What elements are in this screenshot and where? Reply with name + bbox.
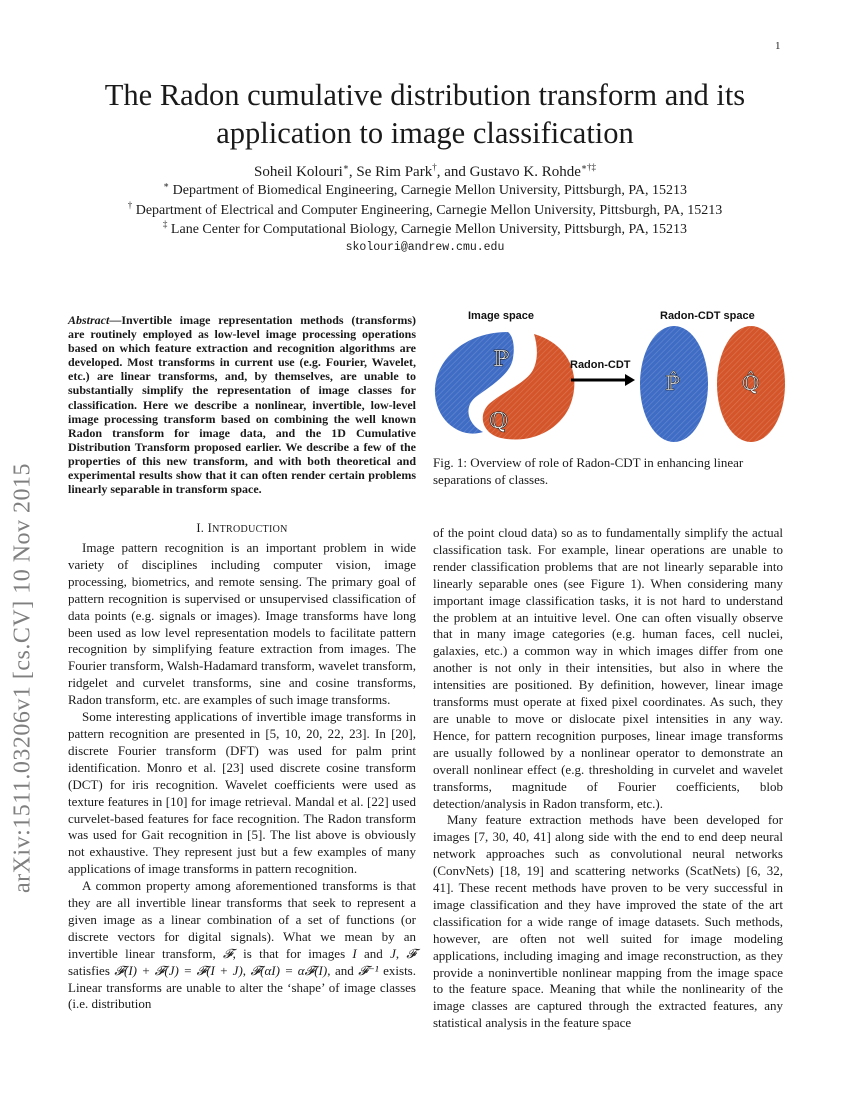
- title-line-2: application to image classification: [216, 116, 634, 150]
- math-symbol: 𝓕: [223, 945, 233, 961]
- abstract-text: —Invertible image representation methods (transforms) are routinely employed as low-level image processing operations based on which feature extraction and recognition algorithms are developed. Most transforms in current use (e.g. Fourier, Wavelet, etc.) are linear transforms, and, by themselves, are unable to substantially simplify the representation of image classes for classification. Here we describe a nonlinear, invertible, low-level image processing transform based on combining the well known Radon transform for image data, and the 1D Cumulative Distribution Transform proposed earlier. We describe a few of the properties of this new transform, and with both theoretical and experimental results show that it can often render certain problems linearly separable in transform space.: [68, 313, 416, 497]
- radon-space-classes: [640, 326, 785, 442]
- affiliation-text: Lane Center for Computational Biology, Carnegie Mellon University, Pittsburgh, PA, 15213: [167, 222, 688, 237]
- paragraph-text: ,: [242, 962, 251, 978]
- abstract-label: Abstract: [68, 313, 110, 327]
- symbol-p-hat: ℙ̂: [665, 371, 681, 395]
- symbol-q: ℚ: [489, 409, 509, 434]
- affiliation-text: Department of Biomedical Engineering, Carnegie Mellon University, Pittsburgh, PA, 15213: [169, 183, 687, 198]
- figure-1-caption: Fig. 1: Overview of role of Radon-CDT in enhancing linear separations of classes.: [433, 455, 744, 487]
- section-number: I.: [196, 521, 208, 535]
- right-column-text: [433, 525, 783, 1032]
- figure-1-graphic: [433, 304, 793, 444]
- arxiv-id: arXiv:1511.03206v1 [cs.CV] 10 Nov 2015: [9, 462, 36, 894]
- paragraph-text: A common property among aforementioned transforms is that they are all invertible linear transforms that seek to represent a given image as a linear combination of a set of functions (or discrete vectors for digital signals). What we mean by an invertible linear transform,: [68, 878, 416, 961]
- math-symbol: J: [390, 945, 396, 961]
- author-3-mark: ∗†‡: [580, 162, 596, 172]
- math-equation: 𝓕(αI) = α𝓕(I): [250, 962, 328, 978]
- math-symbol: I: [352, 945, 357, 961]
- affiliation-3: [40, 221, 810, 239]
- paper-title: [40, 76, 810, 152]
- left-column-text: [68, 540, 416, 1013]
- paragraph-text: exists. Linear transforms are unable to alter the ‘shape’ of image classes (i.e. distribution: [68, 962, 416, 1012]
- paragraph-text: ,: [395, 945, 407, 961]
- section-heading: [68, 521, 416, 536]
- author-list: [40, 163, 810, 182]
- affiliation-mark: ∗: [163, 180, 170, 190]
- math-equation: 𝓕(I) + 𝓕(J) = 𝓕(I + J): [114, 962, 243, 978]
- affiliation-1: [40, 182, 810, 200]
- arxiv-stamp: [9, 462, 43, 894]
- math-symbol: 𝓕: [406, 945, 417, 961]
- page-number: 1: [775, 40, 781, 52]
- paragraph: Many feature extraction methods have been developed for images [7, 30, 40, 41] along side with the end to end deep neural network approaches such as convolutional neural networks (ConvNets) [18, 19] and scattering networks (ScatNets) [6, 32, 41]. These recent methods have proven to be very successful in image classification and they have improved the state of the art classification for a wide range of image datasets. Such methods, however, are often not well suited for image modeling applications, including imaging and image reconstruction, as they provide a noninvertible nonlinear mapping from the image space to the feature space. Meaning that while the nonlinearity of the image classes are captured through the extracted features, any statistical analysis in the feature space: [433, 812, 783, 1031]
- figure-1: [433, 304, 793, 444]
- paragraph-text: satisfies: [68, 962, 115, 978]
- paragraph: Image pattern recognition is an important problem in wide variety of disciplines including computer vision, image processing, biometrics, and remote sensing. The primary goal of pattern recognition is supervised or unsupervised classification of data points (e.g. signals or images). Image transforms have long been used as low level representation models to facilitate pattern recognition by simplifying feature extraction from images. The Fourier transform, Walsh-Hadamard transform, wavelet transform, ridgelet and curvelet transforms, sine and cosine transforms, Radon transform, etc. are examples of such image transforms.: [68, 540, 416, 708]
- math-equation: 𝓕⁻¹: [358, 962, 379, 978]
- label-image-space: Image space: [468, 310, 535, 322]
- paragraph: Some interesting applications of invertible image transforms in pattern recognition are presented in [5, 10, 20, 22, 23]. In [20], discrete Fourier transform (DFT) was used for palm print identification. Monro et al. [23] used discrete cosine transform (DCT) for iris recognition. Wavelet coefficients were used as texture features in [10] for image retrieval. Mandal et al. [22] used curvelet-based features for face recognition. The Radon transform was used for Gait recognition in [5]. The list above is obviously not exhaustive. They represent just but a few examples of many applications of image transforms in pattern recognition.: [68, 709, 416, 877]
- affiliation-mark: ‡: [162, 219, 168, 229]
- label-arrow: Radon-CDT: [570, 359, 631, 371]
- label-radon-space: Radon-CDT space: [660, 310, 755, 322]
- author-email[interactable]: skolouri@andrew.cmu.edu: [345, 241, 505, 254]
- symbol-p: ℙ: [493, 347, 510, 372]
- author-1: Soheil Kolouri: [254, 164, 343, 180]
- paragraph-text: , and: [327, 962, 359, 978]
- affiliation-2: [40, 202, 810, 220]
- author-3: , and Gustavo K. Rohde: [436, 164, 581, 180]
- transform-arrow: [571, 374, 635, 386]
- symbol-q-hat: ℚ̂: [742, 371, 760, 395]
- paragraph-text: and: [356, 945, 391, 961]
- paragraph-text: , is that for images: [232, 945, 353, 961]
- section-title-initial: I: [207, 521, 213, 535]
- author-1-mark: ∗: [342, 162, 349, 172]
- section-title-rest: NTRODUCTION: [212, 524, 288, 535]
- author-2-mark: †: [432, 162, 437, 172]
- affiliation-mark: †: [127, 200, 133, 210]
- paragraph: [68, 878, 416, 1013]
- title-line-1: The Radon cumulative distribution transform and its: [104, 78, 746, 112]
- abstract: [68, 313, 416, 496]
- paragraph: of the point cloud data) so as to fundamentally simplify the actual classification task. For example, linear operations are unable to render classification problems that are not linearly separable into linearly separable ones (see Figure 1). When considering many important image classification tasks, it is not hard to understand the problem at an intuitive level. One can often visually observe that in many image categories (e.g. human faces, cell nuclei, galaxies, etc.) a common way in which images differ from one another is not only in their intensities, but also in where the intensities are positioned. By definition, however, linear image transforms must operate at fixed pixel coordinates. As such, they are unable to move or dislocate pixel intensities in any way. Hence, for pattern recognition purposes, linear image transforms are usually followed by a nonlinear operator to demonstrate an overall nonlinear effect (e.g. thresholding in curvelet and wavelet transforms, magnitude of Fourier coefficients, blob detection/analysis in Radon transform, etc.).: [433, 525, 783, 811]
- author-2: , Se Rim Park: [348, 164, 433, 180]
- image-space-classes: [435, 332, 574, 440]
- affiliation-text: Department of Electrical and Computer Engineering, Carnegie Mellon University, Pittsburgh, PA, 15213: [132, 203, 723, 218]
